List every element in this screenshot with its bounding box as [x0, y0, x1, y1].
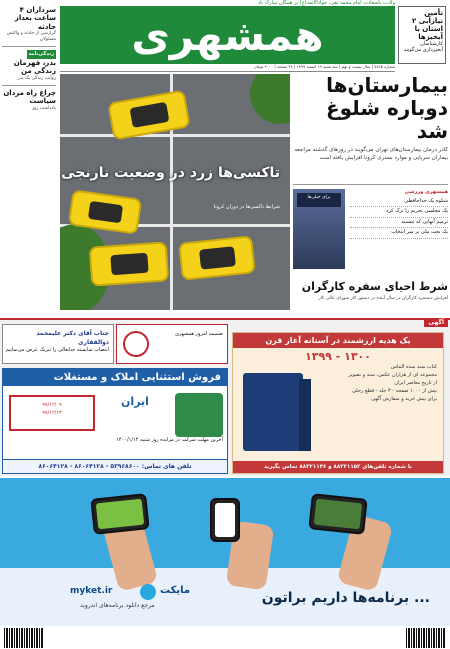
section-tag: زندگی‌نامه — [28, 51, 54, 58]
sport-item[interactable]: شکوه یک خداحافظی — [350, 197, 448, 208]
realestate-ad[interactable] — [2, 368, 228, 474]
myket-url[interactable]: myket.ir — [70, 586, 113, 596]
sanad-bottom: با شماره تلفن‌های ۸۸۳۲۱۱۵۲ و ۸۸۳۲۱۱۴۶ تماس بگیرید — [233, 461, 443, 473]
teaser-body: کارشناسان آبخیزداری می‌گویند — [403, 41, 443, 53]
ads-section — [0, 318, 450, 476]
top-right-teaser[interactable] — [398, 6, 446, 64]
left-sidebar — [2, 6, 56, 274]
myket-ad[interactable] — [0, 478, 450, 626]
left-headline-3[interactable]: چراغ راه مردان سیاست — [3, 88, 56, 106]
divider — [2, 85, 56, 86]
photo-caption: تاکسی‌ها زرد در وضعیت نارنجی — [61, 165, 280, 181]
sub-lead: افزایش دستمزد کارگران در سال آینده در دستور کار شورای عالی کار — [318, 296, 448, 301]
realestate-date: ۹۹/۱۲/۰۹ — [42, 402, 62, 408]
sanad-line: مجموعه ای از هزاران عکس، سند و تصویر — [348, 372, 437, 378]
left-headline-1[interactable]: سرداران ۴ ساعت بعداز حادثه — [14, 6, 56, 31]
sanad-line: از تاریخ معاصر ایران — [394, 380, 437, 386]
taxi — [178, 235, 256, 281]
left-headline-2[interactable]: بدر، قهرمان زندگی من — [13, 59, 56, 76]
sanad-line: برای پیش خرید و سفارش آگهی — [371, 396, 437, 402]
realestate-info: آخرین مهلت شرکت در مزایده روز شنبه ۱۴۰۰/۱/۱۴ — [116, 437, 223, 443]
masthead-slogan: ولادت باسعادت امام محمد تقی، جوادالائمه(ع) بر همگان مبارک باد — [257, 0, 395, 6]
realestate-dates — [9, 395, 95, 431]
left-body-3: یادداشت روز — [31, 105, 56, 111]
stamp-icon — [123, 331, 149, 357]
tree — [250, 74, 290, 124]
left-body-2: روایت زندگی یک پدر — [17, 75, 56, 81]
myket-tagline: مرجع دانلود برنامه‌های اندروید — [80, 602, 155, 609]
sanad-line: بیش از ۱۰۰۰ صفحه - ۳ جلد - قطع رحلی — [352, 388, 437, 394]
sanad-years: ۱۳۹۹ - ۱۳۰۰ — [305, 350, 371, 363]
main-photo[interactable] — [60, 74, 290, 310]
issue-line: شماره ۷۸۴۵ | سال بیست و نهم | سه شنبه ۱۹ اسفند ۱۳۹۹ | ۲۴ صفحه | ۴۰۰۰ تومان — [60, 64, 395, 72]
masthead-title: همشهری — [60, 6, 395, 64]
supplement-ad[interactable] — [116, 324, 228, 364]
notary-ad[interactable] — [2, 324, 114, 364]
sanad-top: یک هدیه ارزشمند در آستانه آغاز قرن — [233, 333, 443, 348]
ads-tag: آگهی — [424, 318, 448, 327]
bank-logo-icon — [175, 393, 223, 437]
barcode-icon — [406, 628, 446, 648]
divider — [2, 46, 56, 47]
phone-icon — [308, 493, 367, 535]
realestate-phones: تلفن های تماس: ۵۳۹۶۸۶۰۰ - ۸۶۰۶۴۱۲۸ - ۸۶۰۶۴۱۲۸ — [3, 459, 227, 473]
taxi — [89, 241, 170, 286]
barcode-icon — [4, 628, 44, 648]
main-story-column — [293, 74, 448, 310]
phone-icon — [90, 493, 149, 535]
realestate-banner: فروش استثنایی املاک و مستغلات — [3, 369, 227, 386]
teaser-title: تأمین نیازآبی ۲ استان با آبخیزها — [412, 9, 443, 41]
sub-headline[interactable]: شرط احیای سفره کارگران — [301, 280, 448, 293]
myket-name: مایکت — [160, 585, 191, 596]
sanad-lines — [307, 363, 437, 403]
realestate-date: ۹۹/۱۲/۱۳ — [42, 410, 62, 416]
myket-logo-icon — [140, 584, 156, 600]
main-lead: کادر درمان بیمارستان‌های تهران می‌گویند در روزهای گذشته مراجعه بیماران سرپایی و موارد بستری کرونا افزایش یافته است — [294, 147, 448, 161]
taxi — [107, 90, 190, 141]
sanad-book-ad[interactable] — [232, 332, 444, 474]
sport-item[interactable]: یک بحث ملی بر سر انتخاب — [350, 228, 448, 239]
notary-body: انتصاب شایسته جنابعالی را تبریک عرض می‌نماییم — [5, 347, 109, 353]
sport-photo-label: برای خیلی‌ها — [297, 193, 341, 207]
myket-logo[interactable] — [70, 582, 200, 612]
sport-photo[interactable] — [293, 189, 345, 269]
photo-subcaption: شرایط تاکسی‌ها در دوران کرونا — [213, 204, 280, 210]
myket-slogan: برنامه‌ها داریم براتون ... — [261, 590, 430, 606]
sport-item[interactable]: ترمیم آنهایی که نیستند — [350, 218, 448, 229]
sport-teaser — [293, 184, 448, 270]
supplement-text: ضمیمه امروز همشهری — [174, 331, 223, 337]
realestate-brand: ایران — [121, 395, 149, 408]
footer — [0, 626, 450, 649]
sport-list — [350, 189, 448, 239]
sanad-line: کتاب سند سده الماس — [390, 364, 437, 370]
sport-item[interactable]: یک مجلسی تحریم را ترک کرد — [350, 207, 448, 218]
left-body-1: گزارشی از حادثه و واکنش مسئولان — [6, 31, 56, 43]
notary-title: جناب آقای دکتر علیمحمد ذوالفقاری — [36, 330, 109, 346]
main-headline[interactable]: بیمارستان‌ها دوباره شلوغ شد — [325, 73, 448, 143]
book-icon — [243, 373, 303, 451]
sport-brand: همشهری ورزشی — [404, 189, 448, 195]
phone-icon — [210, 498, 240, 542]
road-marking — [60, 134, 290, 137]
